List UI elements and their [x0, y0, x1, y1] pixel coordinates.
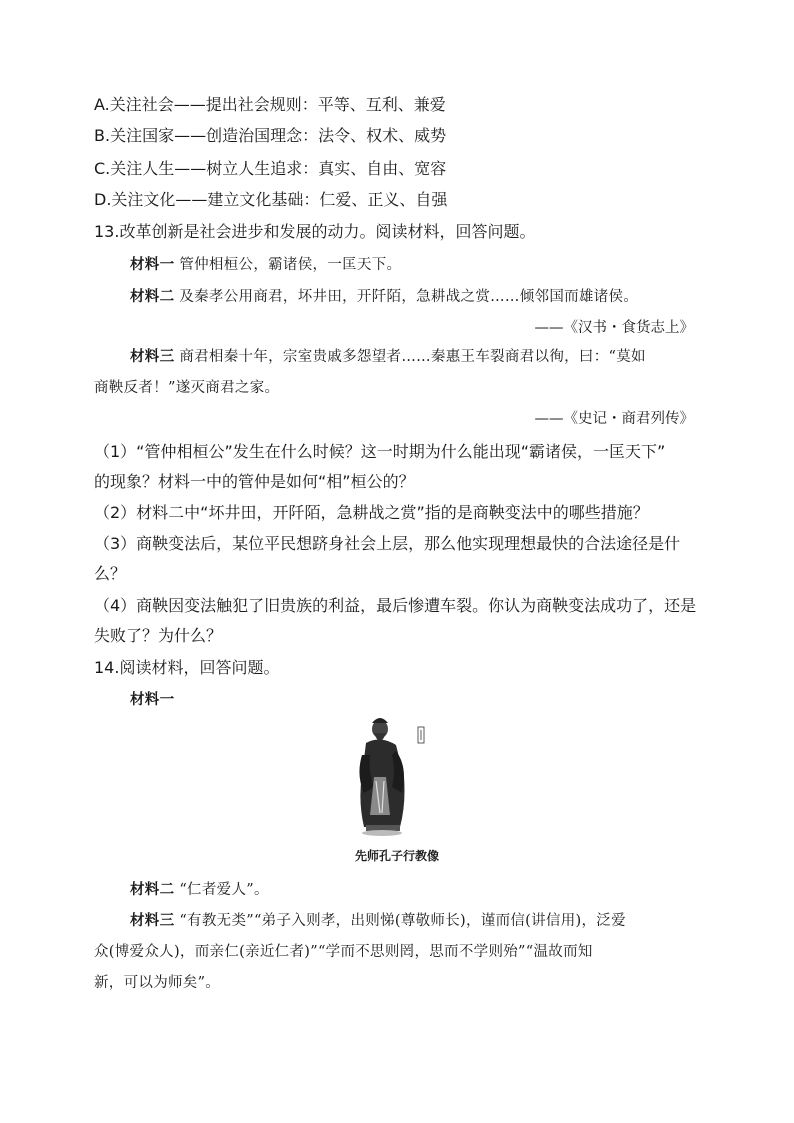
q13-sub-4: （4）商鞅因变法触犯了旧贵族的利益，最后惨遭车裂。你认为商鞅变法成功了，还是	[94, 596, 697, 615]
figure-caption: 先师孔子行教像	[354, 849, 439, 863]
material-text: 管仲相桓公，霸诸侯，一匡天下。	[179, 257, 402, 273]
material-text: “仁者爱人”。	[179, 882, 269, 898]
question-14-title: 14.阅读材料，回答问题。	[94, 658, 280, 677]
q13-sub-2: （2）材料二中“坏井田，开阡陌，急耕战之赏”指的是商鞅变法中的哪些措施？	[94, 503, 649, 522]
q13-material-3	[130, 347, 646, 367]
q13-sub-4-cont: 失败了？为什么？	[94, 626, 223, 645]
material-label: 材料一	[130, 256, 175, 273]
q13-material-3-cont: 商鞅反者！”遂灭商君之家。	[94, 380, 280, 396]
question-13-title: 13.改革创新是社会进步和发展的动力。阅读材料，回答问题。	[94, 222, 536, 241]
q14-material-3	[130, 911, 626, 931]
q13-sub-1: （1）“管仲相桓公”发生在什么时候？这一时期为什么能出现“霸诸侯，一匡天下”	[94, 442, 666, 461]
material-label: 材料三	[130, 912, 175, 929]
q14-material-3-cont: 众(博爱众人)，而亲仁(亲近仁者)”“学而不思则罔，思而不学则殆”“温故而知	[94, 944, 593, 960]
material-label: 材料二	[130, 881, 175, 898]
confucius-portrait-image	[352, 715, 434, 839]
q13-material-1	[130, 255, 401, 275]
material-text: “有教无类”“弟子入则孝，出则悌(尊敬师长)，谨而信(讲信用)，泛爱	[179, 913, 626, 929]
q14-material-3-cont-2: 新，可以为师矣”。	[94, 975, 221, 991]
option-a: A.关注社会——提出社会规则：平等、互利、兼爱	[94, 95, 446, 114]
q14-material-1	[130, 690, 174, 710]
option-b: B.关注国家——创造治国理念：法令、权术、威势	[94, 126, 447, 145]
q13-sub-1-cont: 的现象？材料一中的管仲是如何“相”桓公的？	[94, 472, 415, 491]
q14-material-2	[130, 880, 269, 900]
q13-sub-3: （3）商鞅变法后，某位平民想跻身社会上层，那么他实现理想最快的合法途径是什	[94, 534, 681, 553]
q13-material-3-source: ——《史记・商君列传》	[534, 411, 694, 427]
material-text: 商君相秦十年，宗室贵戚多怨望者……秦惠王车裂商君以徇，曰：“莫如	[179, 349, 646, 365]
option-d: D.关注文化——建立文化基础：仁爱、正义、自强	[94, 190, 448, 209]
material-label: 材料一	[130, 691, 175, 708]
material-label: 材料二	[130, 288, 175, 305]
q13-sub-3-cont: 么？	[94, 564, 127, 583]
q13-material-2-source: ——《汉书・食货志上》	[534, 320, 694, 336]
option-c: C.关注人生——树立人生追求：真实、自由、宽容	[94, 159, 447, 178]
q13-material-2	[130, 287, 638, 307]
material-label: 材料三	[130, 348, 175, 365]
material-text: 及秦孝公用商君，坏井田，开阡陌，急耕战之赏……倾邻国而雄诸侯。	[179, 289, 639, 305]
